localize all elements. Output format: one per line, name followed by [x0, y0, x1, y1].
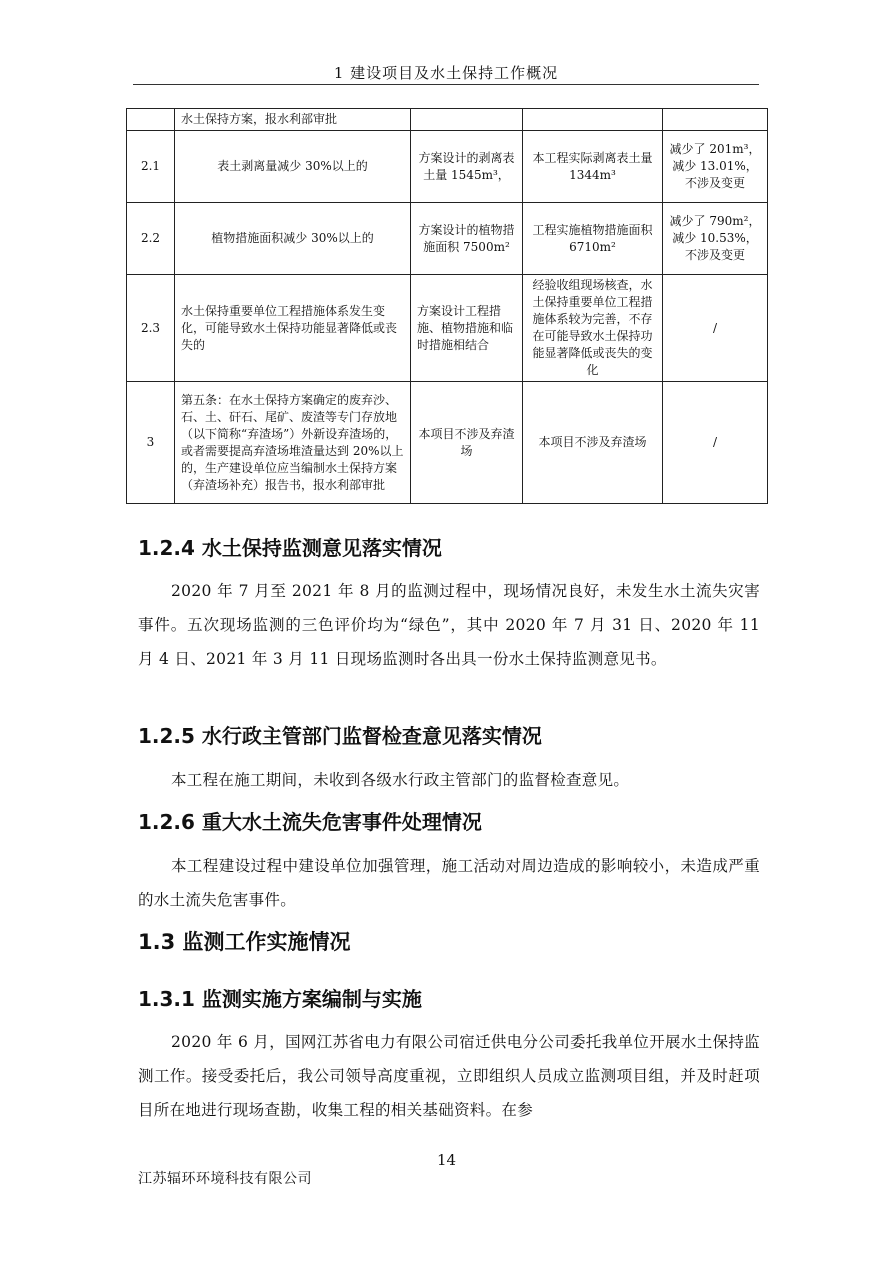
- cell-change: /: [663, 275, 768, 382]
- table-row: [127, 382, 768, 504]
- cell-item: 植物措施面积减少 30%以上的: [175, 203, 411, 275]
- section-heading-1-2-5: 1.2.5 水行政主管部门监督检查意见落实情况: [138, 724, 542, 748]
- header-divider: [133, 84, 759, 85]
- section-heading-1-2-6: 1.2.6 重大水土流失危害事件处理情况: [138, 810, 482, 834]
- section-heading-1-2-4: 1.2.4 水土保持监测意见落实情况: [138, 536, 442, 560]
- page-number: 14: [436, 1151, 457, 1169]
- cell-no: 2.2: [127, 203, 175, 275]
- cell-plan: [411, 109, 523, 131]
- cell-plan: 方案设计工程措施、植物措施和临时措施相结合: [411, 275, 523, 382]
- cell-change: 减少了 790m²，减少 10.53%，不涉及变更: [663, 203, 768, 275]
- section-body-1-3-1: 2020 年 6 月，国网江苏省电力有限公司宿迁供电分公司委托我单位开展水土保持监测工作。接受委托后，我公司领导高度重视，立即组织人员成立监测项目组，并及时赶项目所在地进行现场查勘，收集工程的相关基础资料。在参: [138, 1033, 760, 1119]
- cell-plan: 方案设计的植物措施面积 7500m²: [411, 203, 523, 275]
- cell-plan: 本项目不涉及弃渣场: [411, 382, 523, 504]
- cell-item: 水土保持重要单位工程措施体系发生变化，可能导致水土保持功能显著降低或丧失的: [175, 275, 411, 382]
- cell-actual: 本项目不涉及弃渣场: [523, 382, 663, 504]
- cell-no: [127, 109, 175, 131]
- table-row: [127, 203, 768, 275]
- cell-change: [663, 109, 768, 131]
- cell-no: 3: [127, 382, 175, 504]
- cell-item: 水土保持方案，报水利部审批: [175, 109, 411, 131]
- cell-actual: 经验收组现场核查，水土保持重要单位工程措施体系较为完善，不存在可能导致水土保持功能显著降低或丧失的变化: [523, 275, 663, 382]
- cell-change: 减少了 201m³，减少 13.01%，不涉及变更: [663, 131, 768, 203]
- cell-item: 第五条：在水土保持方案确定的废弃沙、石、土、矸石、尾矿、废渣等专门存放地（以下简称“弃渣场”）外新设弃渣场的，或者需要提高弃渣场堆渣量达到 20%以上的，生产建设单位应当编制水土保持方案（弃渣场补充）报告书，报水利部审批: [175, 382, 411, 504]
- section-body-1-2-6: 本工程建设过程中建设单位加强管理，施工活动对周边造成的影响较小，未造成严重的水土流失危害事件。: [138, 857, 760, 909]
- section-heading-1-3-1: 1.3.1 监测实施方案编制与实施: [138, 987, 422, 1011]
- cell-actual: 工程实施植物措施面积 6710m²: [523, 203, 663, 275]
- cell-change: /: [663, 382, 768, 504]
- cell-actual: [523, 109, 663, 131]
- table-row: [127, 275, 768, 382]
- criteria-table: [126, 108, 768, 504]
- section-body-1-2-5: 本工程在施工期间，未收到各级水行政主管部门的监督检查意见。: [171, 771, 630, 789]
- cell-no: 2.1: [127, 131, 175, 203]
- cell-no: 2.3: [127, 275, 175, 382]
- section-body-1-2-4: 2020 年 7 月至 2021 年 8 月的监测过程中，现场情况良好，未发生水土流失灾害事件。五次现场监测的三色评价均为“绿色”，其中 2020 年 7 月 31 日、2020 年 11 月 4 日、2021 年 3 月 11 日现场监测时各出具一份水土保持监测意见书。: [138, 582, 760, 668]
- cell-plan: 方案设计的剥离表土量 1545m³，: [411, 131, 523, 203]
- section-heading-1-3: 1.3 监测工作实施情况: [138, 930, 351, 954]
- table-row: [127, 131, 768, 203]
- cell-item: 表土剥离量减少 30%以上的: [175, 131, 411, 203]
- table-row: [127, 109, 768, 131]
- running-header: 1 建设项目及水土保持工作概况: [333, 64, 559, 82]
- cell-actual: 本工程实际剥离表土量 1344m³: [523, 131, 663, 203]
- footer-company: 江苏辐环环境科技有限公司: [138, 1171, 312, 1187]
